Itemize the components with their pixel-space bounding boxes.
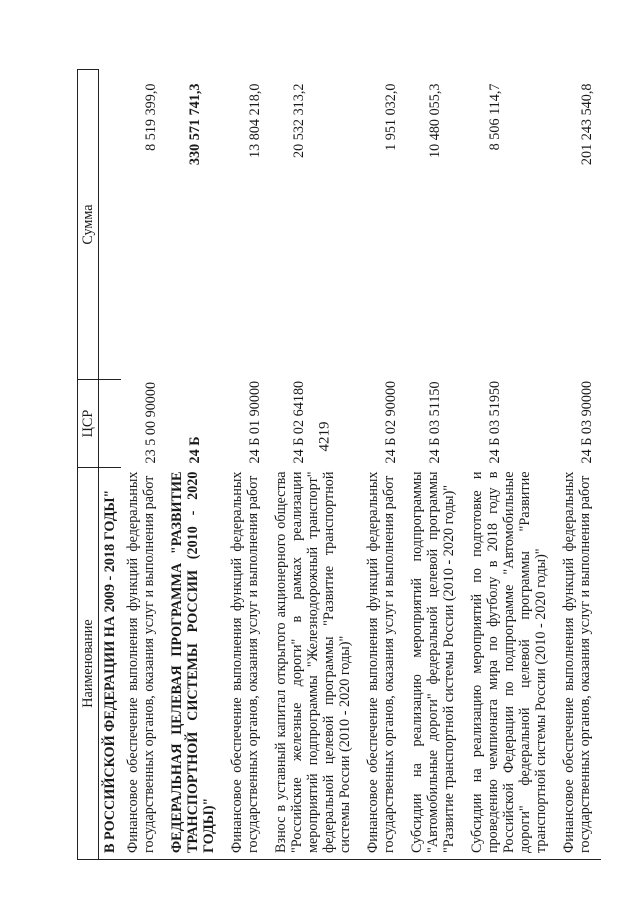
row-sum-cell: 20 532 313,2 [291, 83, 307, 158]
header-name: Наименование [78, 468, 99, 860]
row-code-cell: 24 Б 03 90000 [579, 380, 595, 464]
table-row [465, 70, 557, 860]
row-name-cell: Финансовое обеспечение выполнения функций федеральных государственных органов, оказания услуг и выполнения работ [361, 468, 405, 860]
table-row [361, 70, 405, 860]
table-row [557, 70, 601, 860]
table-row [269, 70, 361, 860]
page-number: 4219 [316, 421, 333, 452]
table-header-row [78, 70, 99, 860]
row-name-cell: Субсидии на реализацию мероприятий по подготовке и проведению чемпионата мира по футболу в 2018 году в Российской Федерации по подпрограмме "Автомобильные дороги" федеральной целевой программы "Развитие транспортной системы России (2010 - 2020 годы)" [465, 468, 557, 860]
row-sum-cell: 10 480 055,3 [427, 83, 443, 158]
header-code: ЦСР [78, 380, 99, 468]
row-name-cell: Финансовое обеспечение выполнения функций федеральных государственных органов, оказания услуг и выполнения работ [121, 468, 165, 860]
row-code-cell: 24 Б 02 64180 [291, 380, 307, 464]
row-name-cell: Финансовое обеспечение выполнения функций федеральных государственных органов, оказания услуг и выполнения работ [225, 468, 269, 860]
header-sum: Сумма [78, 70, 99, 380]
row-name-cell: Субсидии на реализацию мероприятий подпрограммы "Автомобильные дороги" федеральной целевой программы "Развитие транспортной системы России (2010 - 2020 годы)" [405, 468, 465, 860]
rotated-page [77, 70, 597, 860]
row-code-cell: 24 Б 01 90000 [247, 380, 263, 464]
row-name-cell: Взнос в уставный капитал открытого акционерного общества "Российские железные дороги" в рамках реализации мероприятий подпрограммы "Железнодорожный транспорт" федеральной целевой программы "Развитие транспортной системы России (2010 - 2020 годы)" [269, 468, 361, 860]
row-sum-cell: 1 951 032,0 [383, 83, 399, 151]
row-code-cell: 24 Б 03 51950 [487, 380, 503, 464]
row-code-cell: 23 5 00 90000 [143, 381, 159, 464]
row-sum-cell: 8 519 399,0 [143, 83, 159, 151]
row-code-cell: 24 Б 03 51150 [427, 381, 443, 464]
table-row [225, 70, 269, 860]
row-sum-cell: 330 571 741,3 [187, 83, 203, 166]
row-sum-cell: 201 243 540,8 [579, 83, 595, 166]
row-sum-cell: 8 506 114,7 [487, 83, 503, 151]
budget-table [77, 69, 601, 860]
table-body [99, 70, 602, 860]
table-row [121, 70, 165, 860]
table-row [165, 70, 225, 860]
section-title-row [99, 70, 122, 860]
section-title: В РОССИЙСКОЙ ФЕДЕРАЦИИ НА 2009 - 2018 ГОДЫ" [99, 468, 122, 860]
row-sum-cell: 13 804 218,0 [247, 83, 263, 158]
row-code-cell: 24 Б [187, 436, 203, 464]
row-name-cell: ФЕДЕРАЛЬНАЯ ЦЕЛЕВАЯ ПРОГРАММА "РАЗВИТИЕ ТРАНСПОРТНОЙ СИСТЕМЫ РОССИИ (2010 - 2020 ГОДЫ)" [165, 468, 225, 860]
row-name-cell: Финансовое обеспечение выполнения функций федеральных государственных органов, оказания услуг и выполнения работ [557, 468, 601, 860]
table-row [405, 70, 465, 860]
row-code-cell: 24 Б 02 90000 [383, 380, 399, 464]
